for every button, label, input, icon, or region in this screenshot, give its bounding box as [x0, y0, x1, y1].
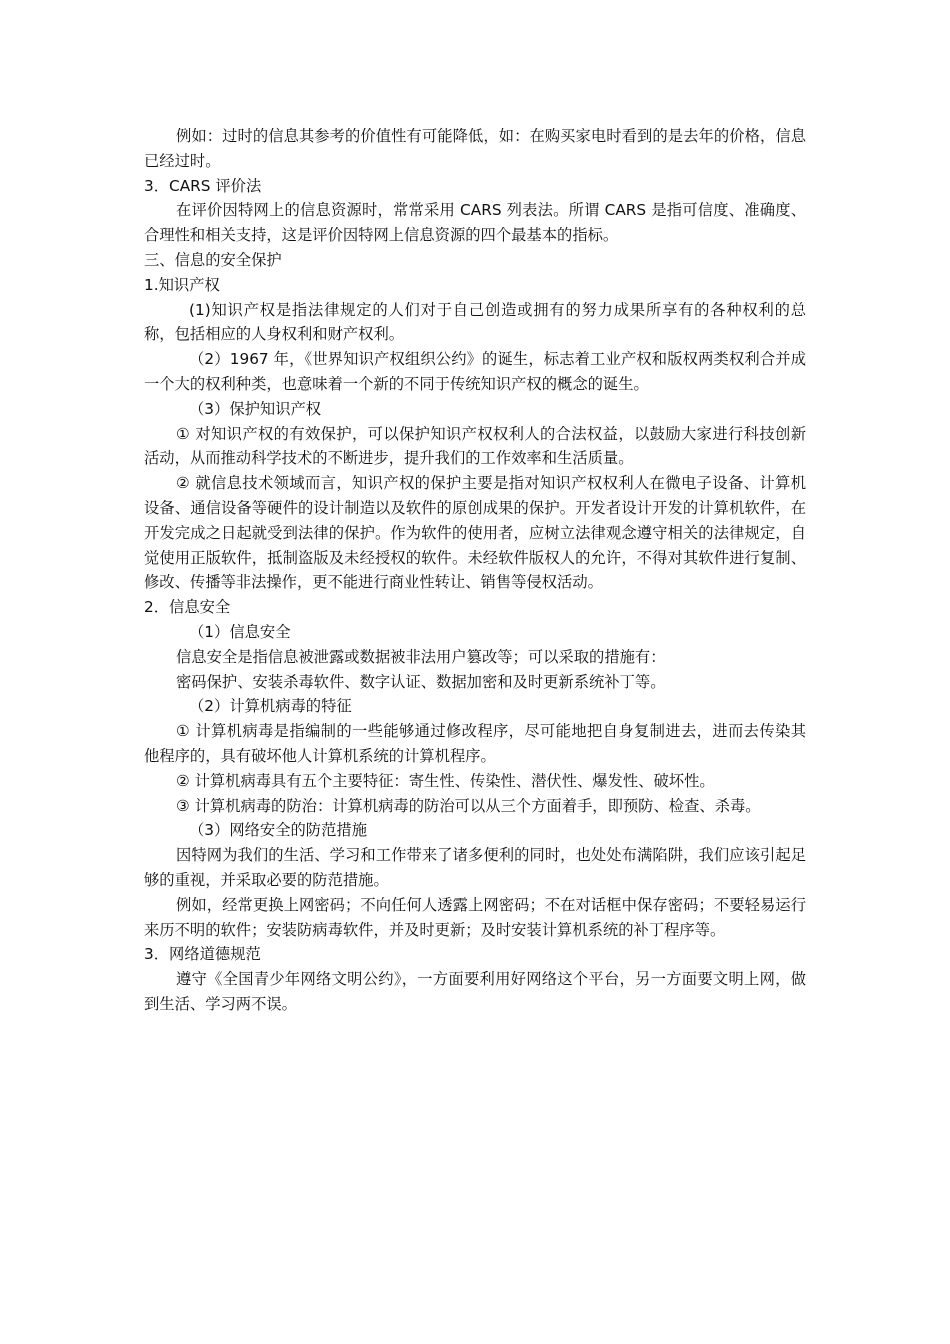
paragraph-virus-definition: ① 计算机病毒是指编制的一些能够通过修改程序，尽可能地把自身复制进去，进而去传染其他程序的，具有破坏他人计算机系统的计算机程序。: [144, 722, 806, 765]
heading-info-security-protection: 三、信息的安全保护: [144, 250, 282, 269]
paragraph-virus-five-features: ② 计算机病毒具有五个主要特征：寄生性、传染性、潜伏性、爆发性、破坏性。: [176, 771, 715, 790]
paragraph-internet-traps: 因特网为我们的生活、学习和工作带来了诸多便利的同时，也处处布满陷阱，我们应该引起足够的重视，并采取必要的防范措施。: [144, 846, 806, 889]
paragraph-security-examples: 例如，经常更换上网密码；不向任何人透露上网密码；不在对话框中保存密码；不要轻易运行来历不明的软件；安装防病毒软件，并及时更新；及时安装计算机系统的补丁程序等。: [144, 895, 806, 939]
paragraph-security-definition: 信息安全是指信息被泄露或数据被非法用户篡改等；可以采取的措施有：: [176, 647, 666, 666]
paragraph-ip-protection-effect: ① 对知识产权的有效保护，可以保护知识产权权利人的合法权益，以鼓励大家进行科技创新活动，从而推动科学技术的不断进步，提升我们的工作效率和生活质量。: [144, 424, 806, 468]
paragraph-cars-definition: 在评价因特网上的信息资源时，常常采用 CARS 列表法。所谓 CARS 是指可信度、准确度、合理性和相关支持，这是评价因特网上信息资源的四个最基本的指标。: [144, 201, 806, 245]
heading-info-security-sub: （1）信息安全: [189, 622, 291, 641]
heading-protect-ip: （3）保护知识产权: [189, 399, 322, 418]
heading-network-ethics: 3．网络道德规范: [144, 945, 261, 964]
heading-network-security-measures: （3）网络安全的防范措施: [189, 821, 367, 840]
paragraph-network-convention: 遵守《全国青少年网络文明公约》，一方面要利用好网络这个平台，另一方面要文明上网，做到生活、学习两不误。: [144, 970, 806, 1013]
paragraph-ip-1967: （2）1967 年，《世界知识产权组织公约》的诞生，标志着工业产权和版权两类权利合并成一个大的权利种类，也意味着一个新的不同于传统知识产权的概念的诞生。: [144, 350, 806, 393]
heading-cars-method: 3．CARS 评价法: [144, 176, 262, 195]
paragraph-virus-prevention: ③ 计算机病毒的防治：计算机病毒的防治可以从三个方面着手，即预防、检查、杀毒。: [176, 796, 761, 815]
paragraph-ip-definition: (1)知识产权是指法律规定的人们对于自己创造或拥有的努力成果所享有的各种权利的总称，包括相应的人身权利和财产权利。: [144, 300, 806, 344]
heading-virus-features: （2）计算机病毒的特征: [189, 697, 352, 716]
heading-intellectual-property: 1.知识产权: [144, 275, 220, 294]
paragraph-ip-it-domain: ② 就信息技术领域而言，知识产权的保护主要是指对知识产权权利人在微电子设备、计算机设备、通信设备等硬件的设计制造以及软件的原创成果的保护。开发者设计开发的计算机软件，在开发完成之日起就受到法律的保护。作为软件的使用者，应树立法律观念遵守相关的法律规定，自觉使用正版软件，抵制盗版及未经授权的软件。未经软件版权人的允许，不得对其软件进行复制、修改、传播等非法操作，更不能进行商业性转让、销售等侵权活动。: [144, 474, 806, 592]
paragraph-security-measures: 密码保护、安装杀毒软件、数字认证、数据加密和及时更新系统补丁等。: [176, 672, 666, 691]
paragraph-outdated-info: 例如：过时的信息其参考的价值性有可能降低，如：在购买家电时看到的是去年的价格，信息已经过时。: [144, 127, 806, 170]
document-page: [144, 124, 806, 1017]
heading-information-security: 2．信息安全: [144, 598, 231, 617]
